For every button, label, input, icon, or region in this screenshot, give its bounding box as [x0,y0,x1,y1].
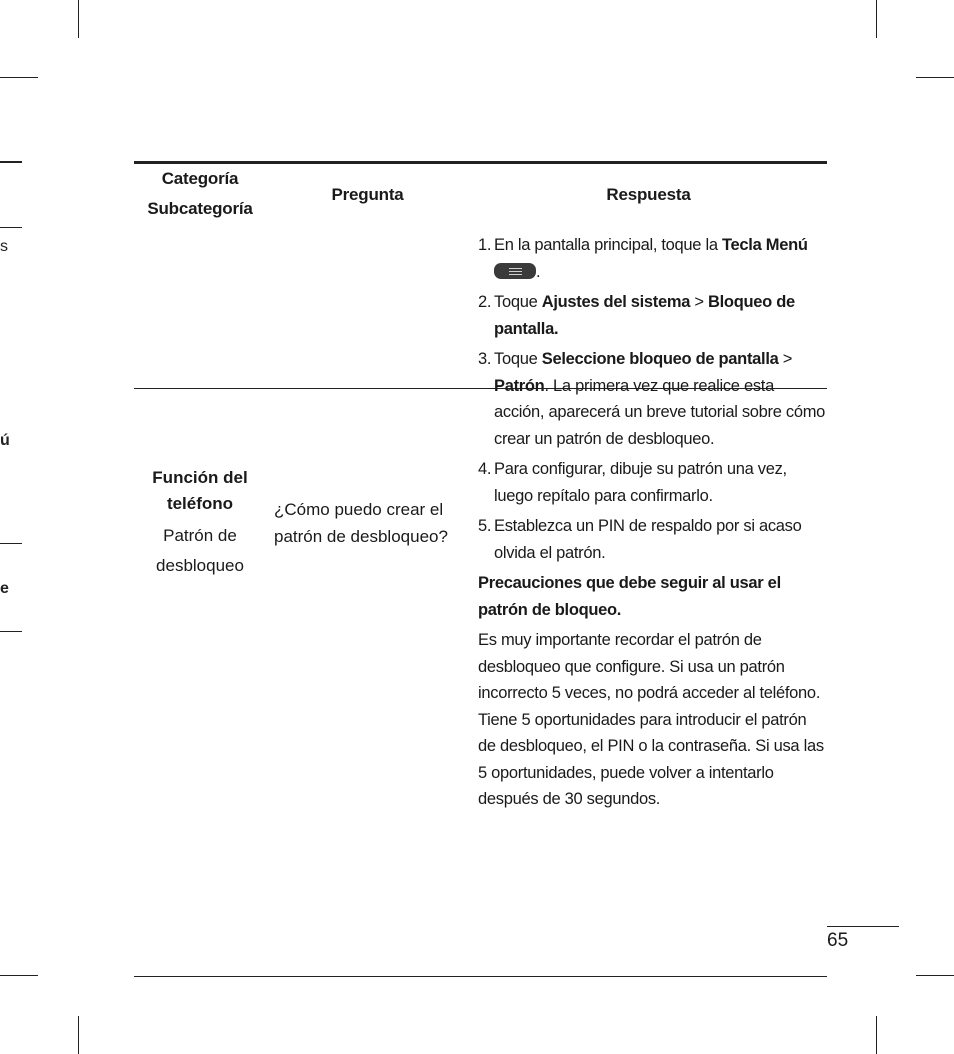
step-text-end: . La primera vez que realice esta acción, aparecerá un breve tutorial sobre cómo crear un patrón de desbloqueo. [494,376,826,448]
bleed-rule [0,543,22,544]
step-bold: Tecla Menú [722,236,808,254]
crop-mark [916,77,954,78]
step-number: 1. [478,236,492,254]
header-subcategory-label: Subcategoría [147,199,253,218]
page-number-rule [827,926,899,927]
step-item [478,346,826,452]
crop-mark [876,1016,877,1054]
bleed-rule [0,227,22,228]
step-text: Para configurar, dibuje su patrón una vez, luego repítalo para confirmarlo. [494,460,787,505]
step-number: 5. [478,517,492,535]
header-answer: Respuesta [606,185,691,204]
step-bold: Patrón [494,376,545,395]
step-separator: > [778,350,793,368]
step-item [478,456,826,509]
step-text: Establezca un PIN de respaldo por si acaso olvida el patrón. [494,517,802,562]
step-number: 3. [478,350,492,368]
row-question: ¿Cómo puedo crear el patrón de desbloqueo? [274,500,448,546]
bleed-glyph: s [0,238,8,255]
step-bold: Seleccione bloqueo de pantalla [541,350,779,368]
step-item [478,289,826,342]
row-subcategory: Patrón de desbloqueo [156,526,244,575]
step-number: 4. [478,460,492,478]
menu-key-icon [494,263,536,279]
step-item [478,232,826,285]
bleed-rule [0,631,22,632]
step-bold: Bloqueo de pantalla. [494,293,795,338]
step-text: Toque [494,350,542,368]
header-category [134,164,266,224]
crop-mark [916,975,954,976]
warning-title: Precauciones que debe seguir al usar el patrón de bloqueo. [478,574,781,619]
table-bottom-rule [134,976,827,977]
crop-mark [78,0,79,38]
step-text-end: . [536,262,541,281]
steps-list [478,232,826,566]
bleed-glyph: ú [0,432,10,449]
step-text: En la pantalla principal, toque la [494,236,722,254]
bleed-rule [0,161,22,163]
step-text: Toque [494,293,542,311]
crop-mark [0,77,38,78]
step-separator: > [690,293,709,311]
step-bold: Ajustes del sistema [541,293,691,311]
header-question: Pregunta [331,185,404,204]
step-item [478,513,826,566]
row-answer-cell [478,232,826,813]
bleed-glyph: e [0,580,9,597]
crop-mark [0,975,38,976]
row-category-cell [134,465,266,581]
row-category: Función del teléfono [152,468,248,513]
step-number: 2. [478,293,492,311]
page-number: 65 [827,930,849,951]
crop-mark [78,1016,79,1054]
warning-text: Es muy importante recordar el patrón de desbloqueo que configure. Si usa un patrón incorrecto 5 veces, no podrá acceder al teléfono. Tiene 5 oportunidades para introducir el patrón de desbloqueo, el PIN o la contraseña. Si usa las 5 oportunidades, puede volver a intentarlo después de 30 segundos. [478,631,824,808]
header-category-label: Categoría [161,169,239,188]
crop-mark [876,0,877,38]
